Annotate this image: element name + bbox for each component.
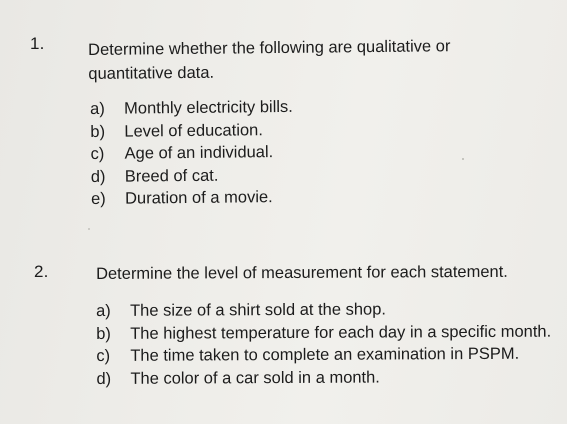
sub-question-d <box>96 365 566 390</box>
sub-question-text: Level of education. <box>124 120 263 141</box>
sub-question-letter: c) <box>96 346 111 365</box>
sub-question-letter: d) <box>90 167 106 186</box>
question-number: 1. <box>30 34 45 53</box>
sub-question-letter: d) <box>96 369 112 388</box>
sub-question-letter: b) <box>90 122 106 141</box>
paper-speck <box>462 158 464 160</box>
sub-question-text: Breed of cat. <box>124 166 219 186</box>
sub-question-d <box>91 163 294 188</box>
question-number: 2. <box>34 262 49 281</box>
sub-question-text: Duration of a movie. <box>124 188 273 208</box>
sub-question-b <box>90 118 293 143</box>
sub-question-text: The size of a shirt sold at the shop. <box>130 300 386 320</box>
sub-question-list <box>90 96 294 211</box>
sub-question-letter: b) <box>96 324 111 343</box>
sub-question-a <box>90 96 293 121</box>
sub-question-list <box>96 298 566 390</box>
sub-question-letter: c) <box>90 144 105 163</box>
sub-question-text: The highest temperature for each day in a specific month. <box>130 322 552 343</box>
sub-question-text: Monthly electricity bills. <box>124 97 293 118</box>
sub-question-c <box>90 141 293 166</box>
sub-question-text: The time taken to complete an examination in PSPM. <box>130 344 520 365</box>
sub-question-letter: e) <box>90 189 106 208</box>
question-prompt: Determine the level of measurement for each statement. <box>96 262 508 283</box>
sub-question-e <box>91 186 294 211</box>
sub-question-b <box>96 320 566 345</box>
sub-question-text: Age of an individual. <box>124 143 274 163</box>
sub-question-letter: a) <box>90 99 105 118</box>
sub-question-letter: a) <box>96 301 111 320</box>
paper-speck <box>88 228 90 230</box>
sub-question-a <box>96 298 566 323</box>
sub-question-text: The color of a car sold in a month. <box>130 368 380 388</box>
question-prompt: Determine whether the following are qualitative or quantitative data. <box>88 37 451 83</box>
sub-question-c <box>96 343 566 368</box>
